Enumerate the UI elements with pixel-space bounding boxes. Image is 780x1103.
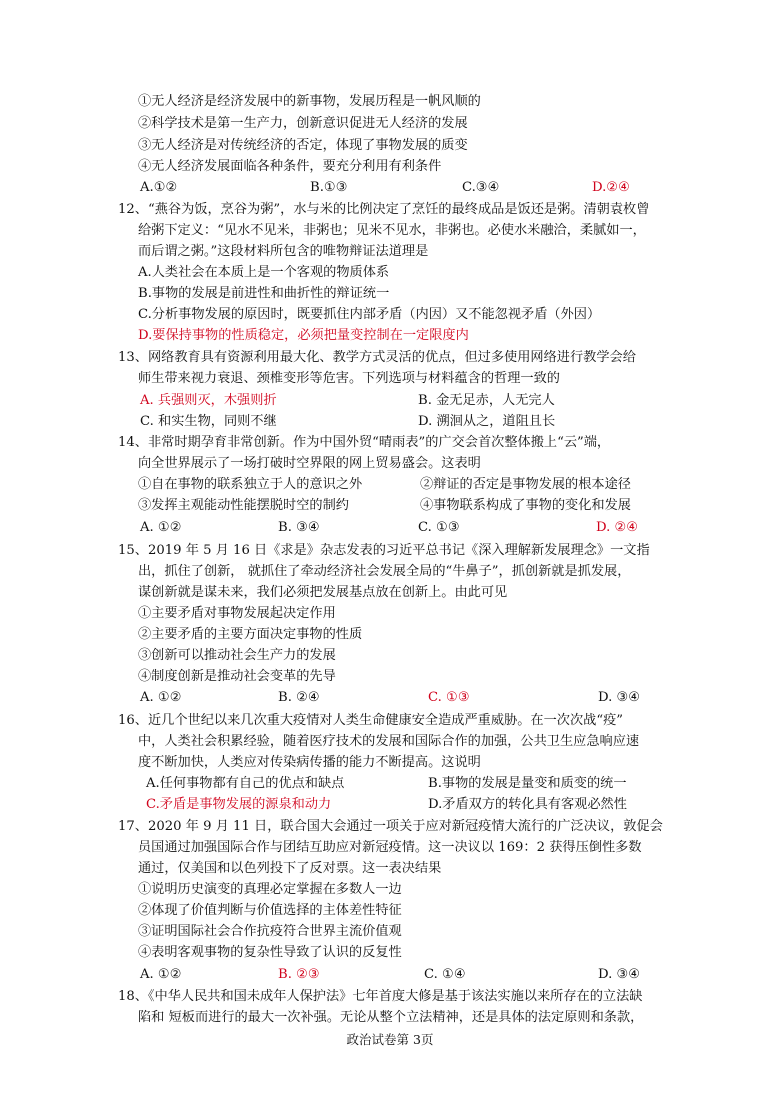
q16-option-a: A.任何事物都有自己的优点和缺点 xyxy=(146,776,345,791)
q14-statement-4: ④事物联系构成了事物的变化和发展 xyxy=(420,498,631,513)
q13-stem-2: 师生带来视力衰退、颈椎变形等危害。下列选项与材料蕴含的哲理一致的 xyxy=(138,371,560,386)
q12-option-c: C.分析事物发展的原因时，既要抓住内部矛盾（内因）又不能忽视矛盾（外因） xyxy=(138,307,601,322)
q15-stem-3: 谋创新就是谋未来，我们必须把发展基点放在创新上。由此可见 xyxy=(138,585,508,600)
q13-option-d: D. 溯洄从之，道阻且长 xyxy=(418,414,556,429)
q12-stem-1: 12、“燕谷为饭，烹谷为粥”，水与米的比例决定了烹饪的最终成品是饭还是粥。清朝袁枚曾 xyxy=(118,202,650,217)
q12-option-d-answer: D.要保持事物的性质稳定，必须把量变控制在一定限度内 xyxy=(138,328,469,343)
q11-statement-3: ③无人经济是对传统经济的否定，体现了事物发展的质变 xyxy=(138,138,468,153)
q17-stem-3: 通过，仅美国和以色列投下了反对票。这一表决结果 xyxy=(138,861,442,876)
q13-option-a-answer: A. 兵强则灭，木强则折 xyxy=(140,393,277,408)
q14-statement-2: ②辩证的否定是事物发展的根本途径 xyxy=(420,477,631,492)
q17-option-c: C. ①④ xyxy=(424,967,466,982)
q18-stem-1: 18、《中华人民共和国未成年人保护法》七年首度大修是基于该法实施以来所存在的立法缺 xyxy=(118,989,643,1004)
q14-statement-3: ③发挥主观能动性能摆脱时空的制约 xyxy=(138,498,349,513)
q17-stem-2: 员国通过加强国际合作与团结互助应对新冠疫情。这一决议以 169：2 获得压倒性多数 xyxy=(138,840,642,855)
q15-statement-2: ②主要矛盾的主要方面决定事物的性质 xyxy=(138,627,363,642)
q15-option-a: A. ①② xyxy=(140,690,182,705)
q15-option-d: D. ③④ xyxy=(598,690,641,705)
q14-option-d-answer: D. ②④ xyxy=(596,520,639,535)
q12-option-a: A.人类社会在本质上是一个客观的物质体系 xyxy=(138,265,390,280)
q14-option-a: A. ①② xyxy=(140,520,182,535)
q15-statement-3: ③创新可以推动社会生产力的发展 xyxy=(138,648,336,663)
q15-option-b: B. ②④ xyxy=(278,690,320,705)
q17-option-a: A. ①② xyxy=(140,967,182,982)
q11-option-d-answer: D.②④ xyxy=(592,180,630,195)
q13-option-b: B. 金无足赤，人无完人 xyxy=(418,393,555,408)
q11-option-c: C.③④ xyxy=(462,180,500,195)
q17-statement-3: ③证明国际社会合作抗疫符合世界主流价值观 xyxy=(138,924,402,939)
q14-option-c: C. ①③ xyxy=(418,520,460,535)
q13-stem-1: 13、网络教育具有资源利用最大化、教学方式灵活的优点，但过多使用网络进行教学会给 xyxy=(118,350,636,365)
q11-statement-4: ④无人经济发展面临各种条件，要充分利用有利条件 xyxy=(138,159,442,174)
q16-option-d: D.矛盾双方的转化具有客观必然性 xyxy=(428,797,627,812)
q18-stem-2: 陷和 短板而进行的最大一次补强。无论从整个立法精神，还是具体的法定原则和条款， xyxy=(138,1010,644,1025)
q17-option-b-answer: B. ②③ xyxy=(278,967,320,982)
page-footer: 政治试卷第 3页 xyxy=(346,1032,434,1047)
q17-statement-4: ④表明客观事物的复杂性导致了认识的反复性 xyxy=(138,945,402,960)
q11-statement-2: ②科学技术是第一生产力，创新意识促进无人经济的发展 xyxy=(138,116,468,131)
q13-option-c: C. 和实生物，同则不继 xyxy=(140,414,277,429)
q12-option-b: B.事物的发展是前进性和曲折性的辩证统一 xyxy=(138,286,390,301)
q14-option-b: B. ③④ xyxy=(278,520,320,535)
q16-stem-1: 16、近几个世纪以来几次重大疫情对人类生命健康安全造成严重威胁。在一次次战“疫” xyxy=(118,713,624,728)
q16-option-b: B.事物的发展是量变和质变的统一 xyxy=(428,776,627,791)
q17-stem-1: 17、2020 年 9 月 11 日，联合国大会通过一项关于应对新冠疫情大流行的广泛决议，敦促会 xyxy=(118,819,663,834)
q16-option-c-answer: C.矛盾是事物发展的源泉和动力 xyxy=(146,797,332,812)
q16-stem-2: 中，人类社会积累经验，随着医疗技术的发展和国际合作的加强，公共卫生应急响应速 xyxy=(138,734,640,749)
q15-statement-4: ④制度创新是推动社会变革的先导 xyxy=(138,669,336,684)
q17-statement-1: ①说明历史演变的真理必定掌握在多数人一边 xyxy=(138,882,402,897)
q14-stem-1: 14、非常时期孕育非常创新。作为中国外贸“晴雨表”的广交会首次整体搬上“云”端， xyxy=(118,435,611,450)
q17-statement-2: ②体现了价值判断与价值选择的主体差性特征 xyxy=(138,903,402,918)
q15-statement-1: ①主要矛盾对事物发展起决定作用 xyxy=(138,606,336,621)
q14-stem-2: 向全世界展示了一场打破时空界限的网上贸易盛会。这表明 xyxy=(138,456,481,471)
q15-stem-2: 出，抓住了创新， 就抓住了牵动经济社会发展全局的“牛鼻子”，抓创新就是抓发展， xyxy=(138,564,631,579)
q17-option-d: D. ③④ xyxy=(598,967,641,982)
q12-stem-3: 而后谓之粥。”这段材料所包含的唯物辩证法道理是 xyxy=(138,244,429,259)
q11-option-b: B.①③ xyxy=(310,180,348,195)
q11-statement-1: ①无人经济是经济发展中的新事物，发展历程是一帆风顺的 xyxy=(138,94,481,109)
q15-stem-1: 15、2019 年 5 月 16 日《求是》杂志发表的习近平总书记《深入理解新发展理念》一文指 xyxy=(118,543,650,558)
q12-stem-2: 给粥下定义：“见水不见米，非粥也；见米不见水，非粥也。必使水米融洽，柔腻如一， xyxy=(138,223,646,238)
q15-option-c-answer: C. ①③ xyxy=(428,690,470,705)
q16-stem-3: 度不断加快，人类应对传染病传播的能力不断提高。这说明 xyxy=(138,755,481,770)
q11-option-a: A.①② xyxy=(140,180,178,195)
q14-statement-1: ①自在事物的联系独立于人的意识之外 xyxy=(138,477,363,492)
